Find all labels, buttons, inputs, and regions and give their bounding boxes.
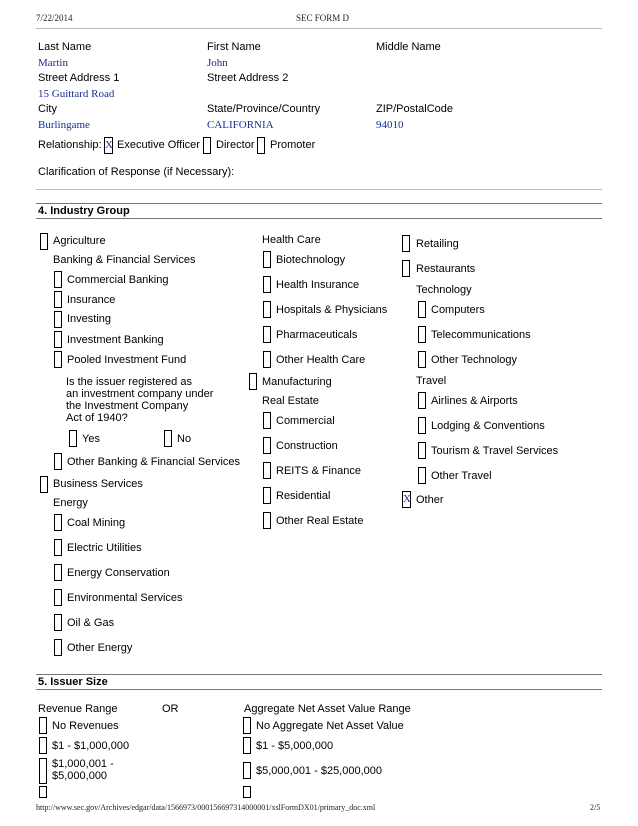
restaurants-checkbox[interactable] xyxy=(402,260,410,277)
city-value: Burlingame xyxy=(38,119,90,131)
agriculture-checkbox[interactable] xyxy=(40,233,48,250)
executive-officer-checkbox[interactable]: X xyxy=(104,137,113,154)
promoter-label: Promoter xyxy=(270,139,316,151)
other-travel-checkbox[interactable] xyxy=(418,467,426,484)
commercial-checkbox[interactable] xyxy=(263,412,271,429)
issuer-size-title: 5. Issuer Size xyxy=(38,676,108,688)
other-travel-label: Other Travel xyxy=(431,470,492,482)
coal-mining-label: Coal Mining xyxy=(67,517,126,529)
travel-header: Travel xyxy=(416,375,447,387)
revenue-3-checkbox[interactable] xyxy=(39,786,47,798)
no-revenues-label: No Revenues xyxy=(52,720,119,732)
health-insurance-checkbox[interactable] xyxy=(263,276,271,293)
commercial-label: Commercial xyxy=(276,415,335,427)
insurance-label: Insurance xyxy=(67,294,116,306)
coal-mining-checkbox[interactable] xyxy=(54,514,62,531)
revenue-2-label-line2: $5,000,000 xyxy=(52,770,108,782)
revenue-2-checkbox[interactable] xyxy=(39,758,47,784)
other-industry-checkbox[interactable]: X xyxy=(402,491,411,508)
other-health-care-checkbox[interactable] xyxy=(263,351,271,368)
industry-top-rule xyxy=(36,203,602,204)
computers-label: Computers xyxy=(431,304,485,316)
first-name-value: John xyxy=(207,57,228,69)
nav-2-label: $5,000,001 - $25,000,000 xyxy=(256,765,383,777)
investment-banking-label: Investment Banking xyxy=(67,334,164,346)
promoter-checkbox[interactable] xyxy=(257,137,265,154)
hospitals-checkbox[interactable] xyxy=(263,301,271,318)
environmental-services-checkbox[interactable] xyxy=(54,589,62,606)
middle-name-label: Middle Name xyxy=(376,41,441,53)
last-name-label: Last Name xyxy=(38,41,92,53)
investment-company-question-line2: an investment company under xyxy=(66,388,214,400)
nav-3-checkbox[interactable] xyxy=(243,786,251,798)
pooled-fund-label: Pooled Investment Fund xyxy=(67,354,187,366)
energy-conservation-label: Energy Conservation xyxy=(67,567,170,579)
nav-2-checkbox[interactable] xyxy=(243,762,251,779)
lodging-checkbox[interactable] xyxy=(418,417,426,434)
clarification-label: Clarification of Response (if Necessary): xyxy=(38,166,235,178)
oil-gas-checkbox[interactable] xyxy=(54,614,62,631)
energy-header: Energy xyxy=(53,497,88,509)
banking-header: Banking & Financial Services xyxy=(53,254,196,266)
executive-officer-label: Executive Officer xyxy=(117,139,200,151)
other-health-care-label: Other Health Care xyxy=(276,354,366,366)
relationship-label: Relationship: xyxy=(38,139,102,151)
health-care-header: Health Care xyxy=(262,234,321,246)
telecommunications-label: Telecommunications xyxy=(431,329,531,341)
business-services-label: Business Services xyxy=(53,478,143,490)
nav-range-label: Aggregate Net Asset Value Range xyxy=(244,703,411,715)
no-label: No xyxy=(177,433,192,445)
no-checkbox[interactable] xyxy=(164,430,172,447)
environmental-services-label: Environmental Services xyxy=(67,592,183,604)
other-energy-checkbox[interactable] xyxy=(54,639,62,656)
zip-value: 94010 xyxy=(376,119,404,131)
investing-label: Investing xyxy=(67,313,112,325)
page-number: 2/5 xyxy=(590,803,601,812)
other-banking-checkbox[interactable] xyxy=(54,453,62,470)
yes-checkbox[interactable] xyxy=(69,430,77,447)
page-header-title: SEC FORM D xyxy=(296,13,350,23)
nav-1-checkbox[interactable] xyxy=(243,737,251,754)
other-industry-label: Other xyxy=(416,494,444,506)
zip-label: ZIP/PostalCode xyxy=(376,103,454,115)
commercial-banking-label: Commercial Banking xyxy=(67,274,169,286)
yes-label: Yes xyxy=(82,433,100,445)
tourism-label: Tourism & Travel Services xyxy=(431,445,559,457)
header-divider xyxy=(36,28,602,29)
investing-checkbox[interactable] xyxy=(54,311,62,328)
oil-gas-label: Oil & Gas xyxy=(67,617,115,629)
issuer-size-bottom-rule xyxy=(36,689,602,690)
industry-bottom-rule xyxy=(36,218,602,219)
clarification-divider xyxy=(36,189,602,190)
construction-checkbox[interactable] xyxy=(263,437,271,454)
no-revenues-checkbox[interactable] xyxy=(39,717,47,734)
other-technology-label: Other Technology xyxy=(431,354,518,366)
energy-conservation-checkbox[interactable] xyxy=(54,564,62,581)
retailing-checkbox[interactable] xyxy=(402,235,410,252)
biotechnology-checkbox[interactable] xyxy=(263,251,271,268)
tourism-checkbox[interactable] xyxy=(418,442,426,459)
insurance-checkbox[interactable] xyxy=(54,291,62,308)
issuer-size-top-rule xyxy=(36,674,602,675)
other-technology-checkbox[interactable] xyxy=(418,351,426,368)
investment-banking-checkbox[interactable] xyxy=(54,331,62,348)
street1-value: 15 Guittard Road xyxy=(38,88,115,100)
investment-company-question-line3: the Investment Company xyxy=(66,400,189,412)
director-checkbox[interactable] xyxy=(203,137,211,154)
footer-url: http://www.sec.gov/Archives/edgar/data/1566973/000156697314000001/xslFormDX01/primary_doc.xml xyxy=(36,803,376,812)
residential-checkbox[interactable] xyxy=(263,487,271,504)
other-real-estate-label: Other Real Estate xyxy=(276,515,364,527)
health-insurance-label: Health Insurance xyxy=(276,279,360,291)
pooled-fund-checkbox[interactable] xyxy=(54,351,62,368)
business-services-checkbox[interactable] xyxy=(40,476,48,493)
city-label: City xyxy=(38,103,57,115)
restaurants-label: Restaurants xyxy=(416,263,476,275)
investment-company-question-line1: Is the issuer registered as xyxy=(66,376,192,388)
revenue-1-label: $1 - $1,000,000 xyxy=(52,740,130,752)
other-banking-label: Other Banking & Financial Services xyxy=(67,456,241,468)
last-name-value: Martin xyxy=(38,57,68,69)
electric-utilities-checkbox[interactable] xyxy=(54,539,62,556)
revenue-1-checkbox[interactable] xyxy=(39,737,47,754)
director-label: Director xyxy=(216,139,255,151)
real-estate-header: Real Estate xyxy=(262,395,319,407)
no-nav-checkbox[interactable] xyxy=(243,717,251,734)
state-label: State/Province/Country xyxy=(207,103,321,115)
lodging-label: Lodging & Conventions xyxy=(431,420,545,432)
nav-1-label: $1 - $5,000,000 xyxy=(256,740,334,752)
commercial-banking-checkbox[interactable] xyxy=(54,271,62,288)
industry-group-title: 4. Industry Group xyxy=(38,205,130,217)
airlines-label: Airlines & Airports xyxy=(431,395,518,407)
manufacturing-checkbox[interactable] xyxy=(249,373,257,390)
agriculture-label: Agriculture xyxy=(53,235,106,247)
first-name-label: First Name xyxy=(207,41,261,53)
revenue-2-label-line1: $1,000,001 - xyxy=(52,758,114,770)
construction-label: Construction xyxy=(276,440,338,452)
electric-utilities-label: Electric Utilities xyxy=(67,542,142,554)
telecommunications-checkbox[interactable] xyxy=(418,326,426,343)
biotechnology-label: Biotechnology xyxy=(276,254,346,266)
other-real-estate-checkbox[interactable] xyxy=(263,512,271,529)
hospitals-label: Hospitals & Physicians xyxy=(276,304,388,316)
no-nav-label: No Aggregate Net Asset Value xyxy=(256,720,404,732)
manufacturing-label: Manufacturing xyxy=(262,376,332,388)
investment-company-question-line4: Act of 1940? xyxy=(66,412,128,424)
street2-label: Street Address 2 xyxy=(207,72,289,84)
other-energy-label: Other Energy xyxy=(67,642,133,654)
pharmaceuticals-label: Pharmaceuticals xyxy=(276,329,358,341)
reits-label: REITS & Finance xyxy=(276,465,361,477)
revenue-range-label: Revenue Range xyxy=(38,703,118,715)
computers-checkbox[interactable] xyxy=(418,301,426,318)
retailing-label: Retailing xyxy=(416,238,459,250)
state-value: CALIFORNIA xyxy=(207,119,274,131)
reits-checkbox[interactable] xyxy=(263,462,271,479)
residential-label: Residential xyxy=(276,490,331,502)
airlines-checkbox[interactable] xyxy=(418,392,426,409)
pharmaceuticals-checkbox[interactable] xyxy=(263,326,271,343)
street1-label: Street Address 1 xyxy=(38,72,120,84)
or-label: OR xyxy=(162,703,179,715)
print-date: 7/22/2014 xyxy=(36,13,73,23)
technology-header: Technology xyxy=(416,284,472,296)
